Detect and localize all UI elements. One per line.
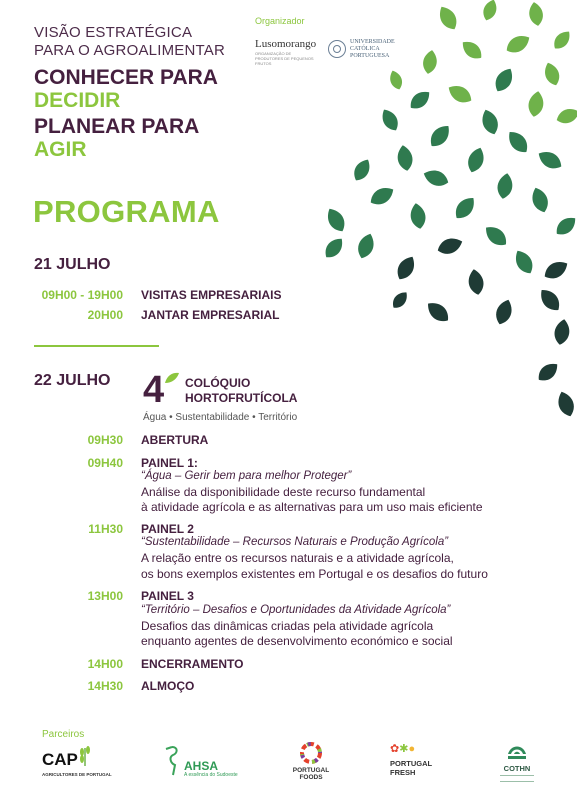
kicker-line-2: PARA O AGROALIMENTAR bbox=[34, 42, 225, 59]
leaf-icon bbox=[527, 1, 544, 27]
day-2-date: 22 JULHO bbox=[34, 372, 111, 389]
lusomorango-tagline: ORGANIZAÇÃO DE PRODUTORES DE PEQUENOS FRUTOS bbox=[255, 51, 314, 66]
leaf-icon bbox=[421, 167, 450, 190]
portugal-fresh-line-1: PORTUGAL bbox=[390, 759, 433, 768]
painel-3-desc-2: enquanto agentes de desenvolvimento económico e social bbox=[141, 634, 453, 648]
leaf-icon bbox=[553, 318, 572, 346]
ahsa-subtitle: A essência do Sudoeste bbox=[184, 772, 238, 778]
leaf-icon bbox=[467, 268, 486, 296]
leaf-icon bbox=[387, 69, 404, 92]
organizer-label: Organizador bbox=[255, 16, 305, 26]
leaf-icon bbox=[527, 90, 546, 118]
wheat-icon bbox=[78, 744, 92, 766]
leaf-icon bbox=[529, 185, 552, 214]
lusomorango-logo bbox=[255, 38, 317, 66]
leaf-icon bbox=[552, 213, 577, 239]
day-1-date: 21 JULHO bbox=[34, 256, 111, 273]
coloquio-line-1: COLÓQUIO bbox=[185, 376, 251, 390]
day-1-item-1-time: 09H00 - 19H00 bbox=[41, 288, 123, 302]
headline-1a: CONHECER PARA bbox=[34, 66, 218, 89]
painel-2-time: 11H30 bbox=[88, 522, 123, 536]
leaf-icon bbox=[536, 285, 564, 314]
leaf-icon bbox=[554, 106, 577, 127]
coloquio-number: 4 bbox=[143, 369, 165, 411]
cap-logo bbox=[42, 742, 112, 777]
leaf-icon bbox=[350, 156, 374, 184]
leaf-icon bbox=[496, 172, 515, 200]
cothn-fineprint bbox=[500, 775, 534, 782]
coloquio-leaf-icon bbox=[164, 372, 180, 384]
leaf-icon bbox=[535, 147, 565, 173]
leaf-icon bbox=[451, 193, 479, 222]
leaf-icon bbox=[421, 49, 438, 75]
leaf-icon bbox=[426, 121, 454, 150]
leaf-icon bbox=[465, 145, 488, 174]
leaf-icon bbox=[511, 247, 537, 277]
ahsa-name: AHSA bbox=[184, 759, 219, 773]
day-1-item-2-time: 20H00 bbox=[87, 308, 123, 322]
leaf-icon bbox=[378, 106, 402, 134]
programa-title: PROGRAMA bbox=[33, 194, 220, 229]
ucp-line-3: PORTUGUESA bbox=[350, 53, 390, 59]
leaf-icon bbox=[534, 359, 561, 385]
headline-2a: PLANEAR PARA bbox=[34, 115, 200, 138]
cap-name: CAP bbox=[42, 750, 78, 769]
painel-1-quote: “Água – Gerir bem para melhor Proteger” bbox=[141, 470, 352, 482]
coloquio-themes: Água • Sustentabilidade • Território bbox=[143, 412, 298, 423]
leaf-icon bbox=[396, 144, 415, 172]
painel-3-quote: “Território – Desafios e Oportunidades da Atividade Agrícola” bbox=[141, 604, 451, 616]
painel-2-title: PAINEL 2 bbox=[141, 522, 194, 536]
lusomorango-name: Lusomorango bbox=[255, 38, 317, 50]
painel-3-title: PAINEL 3 bbox=[141, 589, 194, 603]
leaf-icon bbox=[435, 235, 464, 258]
leaf-tree-illustration bbox=[300, 0, 577, 430]
painel-2-quote: “Sustentabilidade – Recursos Naturais e Produção Agrícola” bbox=[141, 536, 449, 548]
leaf-icon bbox=[321, 234, 347, 261]
portugal-foods-line-2: FOODS bbox=[299, 774, 323, 781]
leaf-icon bbox=[541, 257, 571, 283]
leaf-icon bbox=[481, 222, 510, 250]
partners-label: Parceiros bbox=[42, 729, 85, 740]
painel-1-desc-1: Análise da disponibilidade deste recurso fundamental bbox=[141, 485, 426, 499]
painel-3-time: 13H00 bbox=[87, 589, 123, 603]
leaf-icon bbox=[504, 127, 532, 156]
headline-1b: DECIDIR bbox=[34, 89, 121, 112]
portugal-foods-logo bbox=[288, 740, 334, 781]
heron-icon bbox=[164, 745, 186, 777]
painel-2-desc-2: os bons exemplos existentes em Portugal e os desafios do futuro bbox=[141, 567, 488, 581]
ucp-line-1: UNIVERSIDADE bbox=[350, 39, 395, 45]
portugal-foods-wreath-icon bbox=[298, 740, 324, 766]
leaf-icon bbox=[458, 37, 485, 63]
encerramento-label: ENCERRAMENTO bbox=[141, 657, 244, 671]
cothn-logo bbox=[500, 740, 534, 782]
almoco-time: 14H30 bbox=[87, 679, 123, 693]
kicker-line-1: VISÃO ESTRATÉGICA bbox=[34, 24, 193, 41]
leaf-icon bbox=[491, 65, 517, 95]
leaf-icon bbox=[435, 3, 461, 33]
headline-2b: AGIR bbox=[34, 138, 87, 161]
day-1-item-2-label: JANTAR EMPRESARIAL bbox=[141, 308, 280, 322]
leaf-icon bbox=[550, 28, 574, 53]
encerramento-time: 14H00 bbox=[87, 657, 123, 671]
day-1-item-1-label: VISITAS EMPRESARIAIS bbox=[141, 288, 282, 302]
painel-3-desc-1: Desafios das dinâmicas criadas pela atividade agrícola bbox=[141, 619, 434, 633]
almoco-label: ALMOÇO bbox=[141, 679, 195, 693]
leaf-icon bbox=[480, 0, 499, 22]
leaf-icon bbox=[389, 289, 410, 312]
painel-1-title: PAINEL 1: bbox=[141, 456, 198, 470]
kicker bbox=[34, 24, 225, 60]
leaf-icon bbox=[355, 231, 378, 260]
painel-1-desc-2: à atividade agrícola e as alternativas para um uso mais eficiente bbox=[141, 500, 483, 514]
coloquio-line-2: HORTOFRUTÍCOLA bbox=[185, 391, 298, 405]
leaf-icon bbox=[367, 183, 397, 209]
section-divider bbox=[34, 345, 159, 347]
leaf-icon bbox=[406, 87, 433, 113]
ucp-line-2: CATÓLICA bbox=[350, 46, 380, 52]
leaf-icon bbox=[323, 205, 349, 235]
leaf-icon bbox=[555, 389, 577, 418]
leaf-icon bbox=[393, 253, 419, 283]
leaf-icon bbox=[493, 297, 516, 326]
leaf-icon bbox=[479, 107, 502, 136]
leaf-icon bbox=[542, 60, 563, 87]
ucp-seal-icon bbox=[328, 40, 346, 58]
leaf-icon bbox=[445, 81, 475, 107]
painel-1-time: 09H40 bbox=[87, 456, 123, 470]
abertura-time: 09H30 bbox=[87, 433, 123, 447]
cap-subtitle: AGRICULTORES DE PORTUGAL bbox=[42, 772, 112, 777]
leaf-icon bbox=[423, 298, 452, 326]
cothn-emblem-icon bbox=[506, 740, 528, 762]
leaf-icon bbox=[503, 31, 533, 57]
painel-2-desc-1: A relação entre os recursos naturais e a atividade agrícola, bbox=[141, 551, 454, 565]
leaf-icon bbox=[409, 202, 428, 230]
portugal-fresh-logo bbox=[390, 744, 446, 777]
portugal-fresh-line-2: FRESH bbox=[390, 768, 416, 777]
portugal-foods-line-1: PORTUGAL bbox=[292, 767, 330, 774]
portugal-fresh-symbols: ✿✱● bbox=[390, 743, 416, 755]
coloquio-title bbox=[185, 376, 297, 406]
cothn-name: COTHN bbox=[503, 764, 531, 773]
abertura-label: ABERTURA bbox=[141, 433, 209, 447]
